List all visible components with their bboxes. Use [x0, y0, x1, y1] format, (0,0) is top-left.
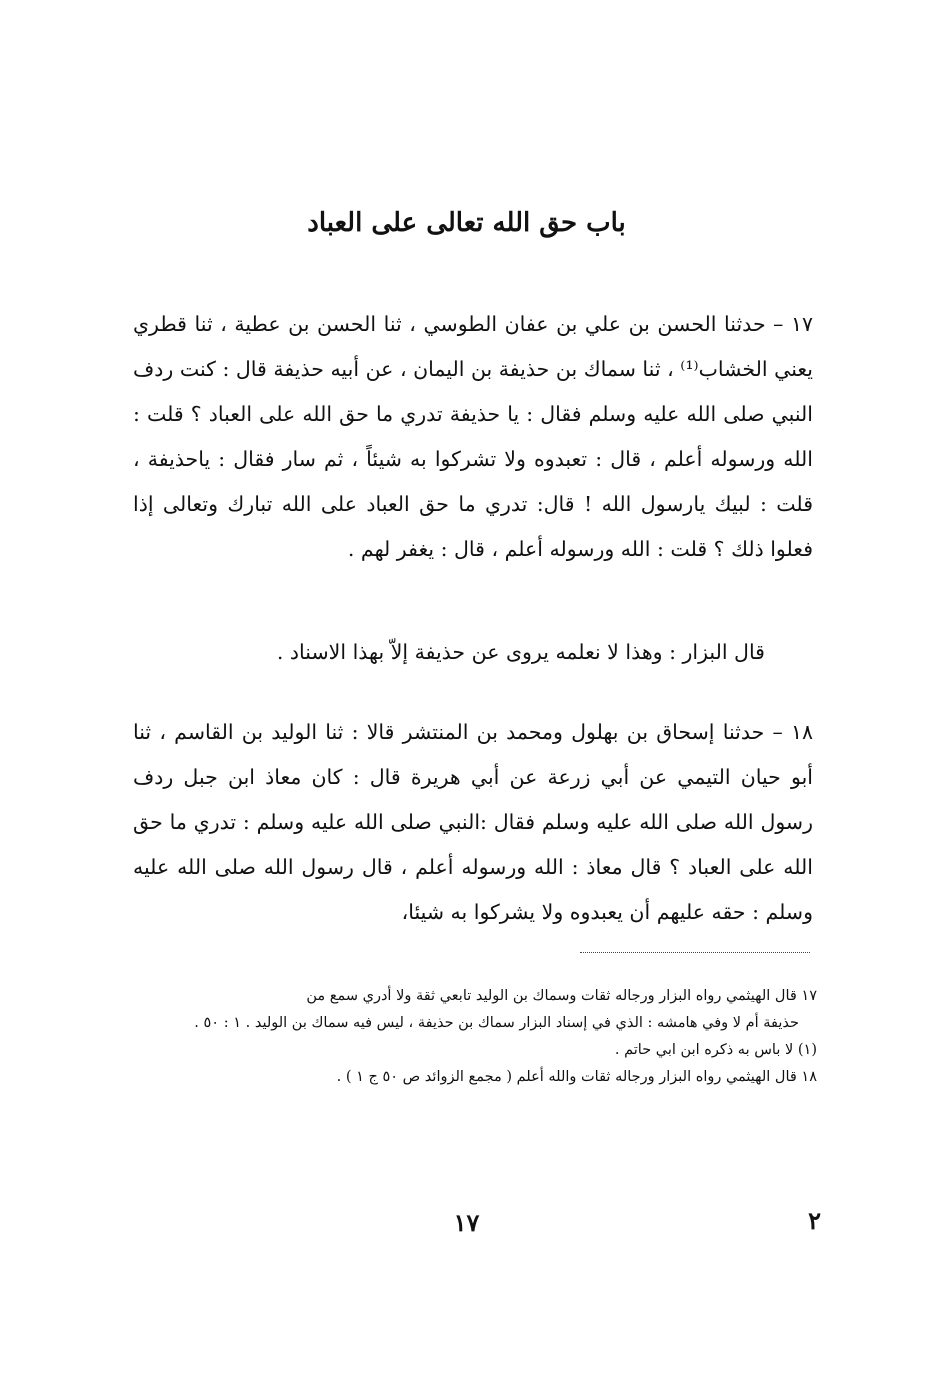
page-number: ١٧ [453, 1208, 480, 1237]
footnotes [90, 983, 817, 1091]
hadith-18-paragraph: ١٨ – حدثنا إسحاق بن بهلول ومحمد بن المنتشر قالا : ثنا الوليد بن القاسم ، ثنا أبو حيان التيمي عن أبي زرعة عن أبي هريرة قال : كان معاذ ابن جبل ردف رسول الله صلى الله عليه وسلم فقال :النبي صلى الله عليه وسلم : تدري ما حق الله على العباد ؟ قال معاذ : الله ورسوله أعلم ، قال رسول الله صلى الله عليه وسلم : حقه عليهم أن يعبدوه ولا يشركوا به شيئا، [133, 720, 813, 924]
footnote-1: (١) لا باس به ذكره ابن ابي حاتم . [614, 1042, 817, 1058]
footnote-17-line-1: ١٧ قال الهيثمي رواه البزار ورجاله ثقات وسماك بن الوليد تابعي ثقة ولا أدري سمع من [306, 988, 817, 1004]
hadith-17-paragraph: ١٧ – حدثنا الحسن بن علي بن عفان الطوسي ، ثنا الحسن بن عطية ، ثنا قطري يعني الخشاب⁽¹⁾ ، ثنا سماك بن حذيفة بن اليمان ، عن أبيه حذيفة قال : كنت ردف النبي صلى الله عليه وسلم فقال : يا حذيفة تدري ما حق الله على العباد ؟ قلت : الله ورسوله أعلم ، قال : تعبدوه ولا تشركوا به شيئاً ، ثم سار فقال : ياحذيفة ، قلت : لبيك يارسول الله ! قال: تدري ما حق العباد على الله تبارك وتعالى إذا فعلوا ذلك ؟ قلت : الله ورسوله أعلم ، قال : يغفر لهم . [133, 312, 813, 561]
chapter-title: باب حق الله تعالى على العباد [307, 208, 626, 238]
bazzar-remark: قال البزار : وهذا لا نعلمه يروى عن حذيفة إلاّ بهذا الاسناد . [276, 640, 765, 664]
footnote-separator [580, 952, 810, 953]
footnote-17-line-2: حذيفة أم لا وفي هامشه : الذي في إسناد البزار سماك بن حذيفة ، ليس فيه سماك بن الوليد . ١ : ٥٠ . [194, 1015, 799, 1031]
signature-mark: ٢ [808, 1206, 821, 1235]
footnote-18: ١٨ قال الهيثمي رواه البزار ورجاله ثقات والله أعلم ( مجمع الزوائد ص ٥٠ ج ١ ) . [336, 1069, 817, 1085]
